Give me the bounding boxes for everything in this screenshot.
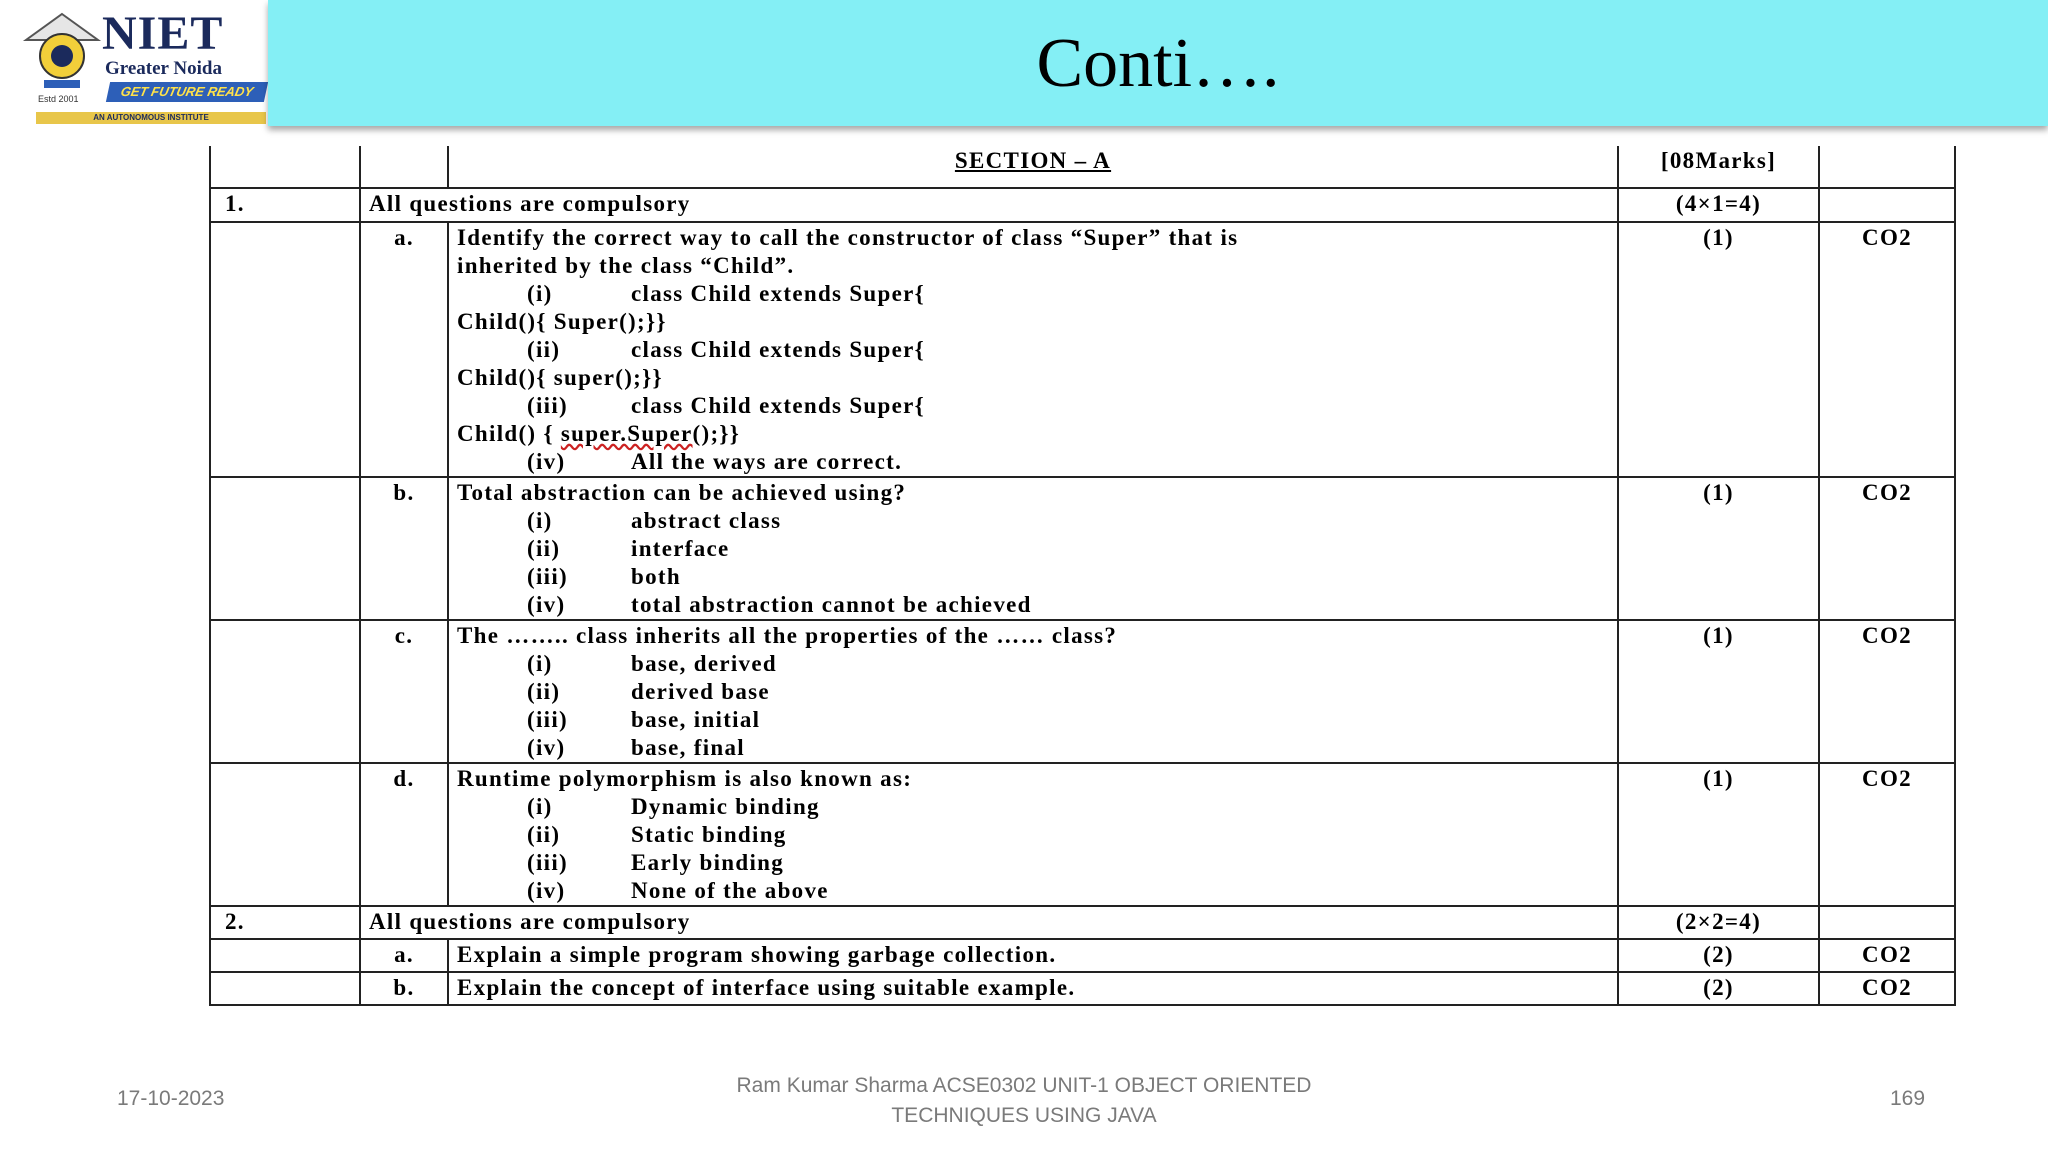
option-text: derived base — [631, 679, 770, 704]
question-line: inherited by the class “Child”. — [457, 253, 795, 278]
option-number: (i) — [527, 794, 553, 819]
option-text: Dynamic binding — [631, 794, 820, 819]
option-text: both — [631, 564, 681, 589]
option-text-continued: Child(){ super();}} — [457, 365, 663, 390]
question-line: Runtime polymorphism is also known as: — [457, 766, 913, 791]
option — [457, 280, 1609, 308]
option-text-continued: Child(){ Super();}} — [457, 309, 667, 334]
question-line: Identify the correct way to call the constructor of class “Super” that is — [457, 225, 1239, 250]
option — [457, 734, 1609, 762]
table-row — [210, 222, 1955, 477]
co-cell: CO2 — [1819, 972, 1955, 1005]
question-number: 2. — [210, 906, 360, 939]
sub-question-label: a. — [360, 939, 448, 972]
option-number: (i) — [527, 651, 553, 676]
footer-course-info — [624, 1071, 1424, 1131]
option-text: class Child extends Super{ — [631, 281, 925, 306]
exam-question-table — [209, 146, 1956, 1006]
option — [457, 678, 1609, 706]
logo-subtitle: Greater Noida — [105, 58, 222, 79]
option-text: Early binding — [631, 850, 785, 875]
option-text: total abstraction cannot be achieved — [631, 592, 1032, 617]
option-text: base, final — [631, 735, 745, 760]
co-cell: CO2 — [1819, 620, 1955, 763]
option — [457, 591, 1609, 619]
co-cell: CO2 — [1819, 222, 1955, 477]
option-text: class Child extends Super{ — [631, 393, 925, 418]
option-number: (ii) — [527, 536, 561, 561]
logo-estd: Estd 2001 — [38, 94, 79, 104]
question-number: 1. — [210, 188, 360, 222]
table-row — [210, 939, 1955, 972]
option — [457, 793, 1609, 821]
co-cell: CO2 — [1819, 939, 1955, 972]
sub-question-label: b. — [360, 477, 448, 620]
question-heading: All questions are compulsory — [360, 906, 1618, 939]
option — [457, 448, 1609, 476]
question-text — [448, 222, 1618, 477]
sub-question-label: d. — [360, 763, 448, 906]
option — [457, 392, 1609, 420]
question-heading: All questions are compulsory — [360, 188, 1618, 222]
option-number: (iii) — [527, 707, 568, 732]
niet-logo — [22, 7, 255, 122]
option-text: All the ways are correct. — [631, 449, 903, 474]
sub-question-label: b. — [360, 972, 448, 1005]
table-row — [210, 146, 1955, 188]
slide-title: Conti…. — [1036, 25, 1280, 102]
option — [457, 877, 1609, 905]
option — [457, 507, 1609, 535]
section-title: SECTION – A — [448, 146, 1618, 188]
option-text: class Child extends Super{ — [631, 337, 925, 362]
option — [457, 336, 1609, 364]
marks-cell: (2) — [1618, 939, 1819, 972]
question-text — [448, 620, 1618, 763]
sub-question-label: a. — [360, 222, 448, 477]
option — [457, 650, 1609, 678]
table-cell — [210, 477, 360, 620]
option-text: interface — [631, 536, 730, 561]
marks-cell: (4×1=4) — [1618, 188, 1819, 222]
option-number: (iii) — [527, 393, 568, 418]
option — [457, 563, 1609, 591]
option-number: (iv) — [527, 449, 566, 474]
question-line: The …….. class inherits all the properties of the …… class? — [457, 623, 1118, 648]
footer-date: 17-10-2023 — [117, 1087, 225, 1110]
table-cell — [1819, 906, 1955, 939]
logo-autonomous-bar: AN AUTONOMOUS INSTITUTE — [36, 112, 266, 124]
option-text: abstract class — [631, 508, 782, 533]
table-cell — [360, 146, 448, 188]
option-number: (i) — [527, 508, 553, 533]
question-text: Explain the concept of interface using suitable example. — [448, 972, 1618, 1005]
table-cell — [210, 620, 360, 763]
footer-page-number: 169 — [1890, 1087, 1926, 1110]
table-row — [210, 906, 1955, 939]
institute-emblem-icon — [22, 10, 102, 90]
question-text — [448, 763, 1618, 906]
code-fragment: Child() { — [457, 421, 561, 446]
marks-cell: (2×2=4) — [1618, 906, 1819, 939]
table-cell — [210, 222, 360, 477]
code-fragment: ();}} — [692, 421, 741, 446]
question-text — [448, 477, 1618, 620]
table-cell — [1819, 188, 1955, 222]
option-number: (i) — [527, 281, 553, 306]
table-row — [210, 763, 1955, 906]
co-cell: CO2 — [1819, 477, 1955, 620]
table-cell — [210, 146, 360, 188]
option-text-continued — [457, 420, 1609, 448]
option-number: (iv) — [527, 735, 566, 760]
table-cell — [210, 763, 360, 906]
option-number: (iv) — [527, 878, 566, 903]
marks-cell: (2) — [1618, 972, 1819, 1005]
logo-tagline: GET FUTURE READY — [106, 82, 268, 102]
table-row — [210, 620, 1955, 763]
option-number: (iii) — [527, 564, 568, 589]
logo-name: NIET — [102, 7, 224, 60]
question-line: Total abstraction can be achieved using? — [457, 480, 907, 505]
section-marks: [08Marks] — [1618, 146, 1819, 188]
option-number: (ii) — [527, 822, 561, 847]
option — [457, 706, 1609, 734]
footer-line: Ram Kumar Sharma ACSE0302 UNIT-1 OBJECT ORIENTED — [736, 1074, 1312, 1097]
option-text: base, initial — [631, 707, 761, 732]
option — [457, 821, 1609, 849]
table-row — [210, 477, 1955, 620]
spellcheck-underlined-text: super.Super — [560, 421, 693, 446]
question-text: Explain a simple program showing garbage collection. — [448, 939, 1618, 972]
marks-cell: (1) — [1618, 477, 1819, 620]
marks-cell: (1) — [1618, 222, 1819, 477]
option-text: base, derived — [631, 651, 777, 676]
sub-question-label: c. — [360, 620, 448, 763]
option — [457, 849, 1609, 877]
footer-line: TECHNIQUES USING JAVA — [891, 1104, 1157, 1127]
option-number: (iii) — [527, 850, 568, 875]
co-cell: CO2 — [1819, 763, 1955, 906]
table-cell — [210, 972, 360, 1005]
option-number: (ii) — [527, 337, 561, 362]
table-row — [210, 972, 1955, 1005]
table-row — [210, 188, 1955, 222]
title-banner — [268, 0, 2048, 126]
option-number: (ii) — [527, 679, 561, 704]
table-cell — [210, 939, 360, 972]
marks-cell: (1) — [1618, 763, 1819, 906]
option-text: None of the above — [631, 878, 829, 903]
table-cell — [1819, 146, 1955, 188]
option-number: (iv) — [527, 592, 566, 617]
marks-cell: (1) — [1618, 620, 1819, 763]
option — [457, 535, 1609, 563]
option-text: Static binding — [631, 822, 787, 847]
